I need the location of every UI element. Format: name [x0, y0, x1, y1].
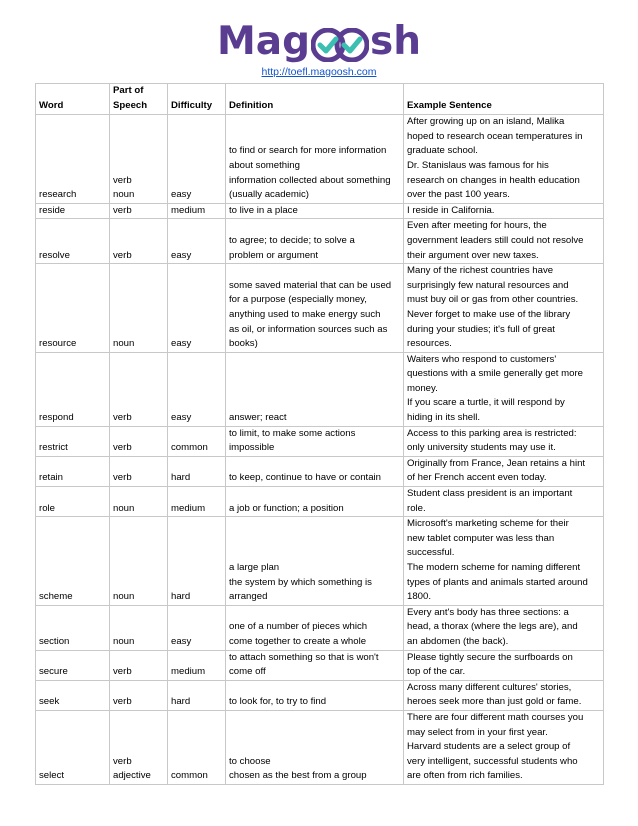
cell-definition [226, 487, 404, 517]
cell-word: role [36, 487, 110, 517]
cell-difficulty: easy [168, 352, 226, 426]
cell-definition [226, 710, 404, 784]
cell-example-line: over the past 100 years. [407, 189, 510, 201]
cell-definition-line: to attach something so that is won't [229, 651, 379, 663]
cell-example-line: money. [407, 382, 438, 394]
cell-part-of-speech-line: verb [113, 666, 132, 678]
cell-example-line: Many of the richest countries have [407, 265, 554, 277]
cell-example [404, 710, 604, 784]
logo-text-right: sh [370, 19, 422, 64]
cell-example-line: new tablet computer was less than [407, 532, 555, 544]
cell-part-of-speech-line: noun [113, 189, 135, 201]
cell-example-line: research on changes in health education [407, 174, 580, 186]
cell-example [404, 456, 604, 486]
cell-example [404, 517, 604, 606]
cell-example-line: may select from in your first year. [407, 726, 548, 738]
table-row [36, 517, 604, 606]
cell-example [404, 680, 604, 710]
cell-example-line: government leaders still could not resolve [407, 234, 584, 246]
cell-example-line: Never forget to make use of the library [407, 308, 571, 320]
cell-example-line: If you scare a turtle, it will respond by [407, 397, 565, 409]
cell-definition-line: answer; react [229, 412, 287, 424]
cell-definition [226, 115, 404, 204]
cell-definition [226, 605, 404, 650]
cell-difficulty: common [168, 426, 226, 456]
table-row [36, 456, 604, 486]
cell-definition-line: to find or search for more information [229, 145, 387, 157]
cell-definition-line: to choose [229, 755, 271, 767]
table-row [36, 115, 604, 204]
cell-definition-line: to limit, to make some actions [229, 427, 356, 439]
cell-part-of-speech [110, 115, 168, 204]
double-check-logo-icon [311, 28, 369, 62]
site-link[interactable]: http://toefl.magoosh.com [261, 66, 377, 78]
cell-example-line: Every ant's body has three sections: a [407, 606, 569, 618]
cell-example-line: 1800. [407, 591, 432, 603]
table-row [36, 487, 604, 517]
cell-difficulty: common [168, 710, 226, 784]
cell-definition [226, 352, 404, 426]
cell-definition-line: as oil, or information sources such as [229, 323, 388, 335]
cell-definition [226, 650, 404, 680]
cell-example-line: heroes seek more than just gold or fame. [407, 696, 582, 708]
cell-example [404, 352, 604, 426]
cell-part-of-speech-line: verb [113, 442, 132, 454]
table-body [36, 115, 604, 785]
cell-example-line: during your studies; it's full of great [407, 323, 555, 335]
cell-example-line: Dr. Stanislaus was famous for his [407, 159, 549, 171]
header-example-sentence: Example Sentence [404, 84, 604, 115]
cell-example [404, 264, 604, 353]
cell-difficulty: medium [168, 203, 226, 219]
cell-part-of-speech-line: verb [113, 204, 132, 216]
cell-definition [226, 680, 404, 710]
header-pos-line: Part of [113, 85, 144, 96]
cell-definition-line: a job or function; a position [229, 502, 344, 514]
cell-difficulty: easy [168, 264, 226, 353]
cell-example-line: very intelligent, successful students who [407, 755, 578, 767]
magoosh-logo [0, 20, 638, 64]
cell-example-line: graduate school. [407, 145, 478, 157]
cell-definition-line: the system by which something is [229, 576, 372, 588]
cell-part-of-speech [110, 264, 168, 353]
cell-definition-line: to look for, to try to find [229, 696, 327, 708]
cell-part-of-speech-line: verb [113, 755, 132, 767]
cell-difficulty: easy [168, 605, 226, 650]
cell-word: section [36, 605, 110, 650]
cell-example-line: hiding in its shell. [407, 412, 481, 424]
cell-example [404, 219, 604, 264]
cell-definition-line: to live in a place [229, 204, 298, 216]
cell-part-of-speech-line: verb [113, 174, 132, 186]
cell-part-of-speech-line: noun [113, 635, 135, 647]
header-part-of-speech [110, 84, 168, 115]
cell-word: scheme [36, 517, 110, 606]
cell-definition-line: about something [229, 159, 300, 171]
cell-word: seek [36, 680, 110, 710]
cell-part-of-speech [110, 487, 168, 517]
cell-example-line: I reside in California. [407, 204, 495, 216]
cell-definition-line: some saved material that can be used [229, 279, 392, 291]
cell-word: reside [36, 203, 110, 219]
cell-difficulty: hard [168, 517, 226, 606]
cell-example-line: their argument over new taxes. [407, 249, 539, 261]
header-word: Word [36, 84, 110, 115]
cell-example-line: of her French accent even today. [407, 472, 547, 484]
cell-definition [226, 264, 404, 353]
cell-word: resolve [36, 219, 110, 264]
cell-definition [226, 456, 404, 486]
cell-example-line: only university students may use it. [407, 442, 556, 454]
cell-example [404, 203, 604, 219]
cell-part-of-speech [110, 352, 168, 426]
cell-part-of-speech [110, 456, 168, 486]
cell-part-of-speech [110, 219, 168, 264]
cell-difficulty: medium [168, 487, 226, 517]
table-row [36, 352, 604, 426]
table-row [36, 680, 604, 710]
table-row [36, 264, 604, 353]
cell-definition-line: come together to create a whole [229, 635, 367, 647]
cell-part-of-speech-line: noun [113, 502, 135, 514]
cell-definition [226, 426, 404, 456]
cell-part-of-speech [110, 680, 168, 710]
cell-example [404, 426, 604, 456]
cell-example-line: Waiters who respond to customers' [407, 353, 557, 365]
cell-definition-line: to agree; to decide; to solve a [229, 234, 355, 246]
cell-example-line: Student class president is an important [407, 488, 573, 500]
cell-part-of-speech-line: verb [113, 472, 132, 484]
cell-word: respond [36, 352, 110, 426]
cell-part-of-speech-line: verb [113, 412, 132, 424]
cell-part-of-speech-line: noun [113, 338, 135, 350]
table-row [36, 219, 604, 264]
table-row [36, 203, 604, 219]
table-row [36, 605, 604, 650]
cell-definition-line: one of a number of pieces which [229, 621, 368, 633]
cell-example-line: After growing up on an island, Malika [407, 116, 565, 128]
cell-part-of-speech-line: verb [113, 696, 132, 708]
cell-word: select [36, 710, 110, 784]
cell-example-line: an abdomen (the back). [407, 635, 509, 647]
cell-example [404, 605, 604, 650]
cell-word: retain [36, 456, 110, 486]
logo-text-left: Mag [216, 19, 311, 64]
cell-word: resource [36, 264, 110, 353]
cell-example [404, 115, 604, 204]
cell-definition-line: a large plan [229, 562, 280, 573]
cell-word: restrict [36, 426, 110, 456]
cell-difficulty: hard [168, 456, 226, 486]
cell-part-of-speech [110, 426, 168, 456]
cell-example-line: Access to this parking area is restricted: [407, 427, 577, 439]
cell-difficulty: medium [168, 650, 226, 680]
cell-definition-line: books) [229, 338, 258, 350]
cell-example-line: Harvard students are a select group of [407, 741, 571, 753]
cell-part-of-speech [110, 605, 168, 650]
cell-definition [226, 517, 404, 606]
cell-example-line: successful. [407, 547, 455, 559]
cell-definition [226, 219, 404, 264]
cell-definition-line: impossible [229, 442, 275, 454]
cell-part-of-speech [110, 203, 168, 219]
cell-part-of-speech [110, 517, 168, 606]
cell-example-line: head, a thorax (where the legs are), and [407, 621, 578, 633]
table-header-row [36, 84, 604, 115]
cell-example [404, 487, 604, 517]
cell-example-line: Across many different cultures' stories, [407, 681, 572, 693]
cell-example-line: types of plants and animals started around [407, 576, 588, 588]
cell-definition-line: chosen as the best from a group [229, 770, 367, 782]
cell-example-line: There are four different math courses you [407, 711, 584, 723]
cell-example-line: are often from rich families. [407, 770, 523, 782]
header-definition: Definition [226, 84, 404, 115]
header-difficulty: Difficulty [168, 84, 226, 115]
table-row [36, 710, 604, 784]
cell-definition-line: (usually academic) [229, 189, 309, 201]
cell-example-line: questions with a smile generally get more [407, 368, 583, 380]
cell-part-of-speech-line: verb [113, 249, 132, 261]
cell-example-line: Microsoft's marketing scheme for their [407, 518, 569, 530]
cell-part-of-speech [110, 710, 168, 784]
cell-difficulty: easy [168, 219, 226, 264]
cell-example-line: top of the car. [407, 666, 466, 678]
cell-definition-line: arranged [229, 591, 268, 603]
table-row [36, 426, 604, 456]
cell-definition-line: problem or argument [229, 249, 319, 261]
cell-definition-line: come off [229, 666, 266, 678]
cell-difficulty: easy [168, 115, 226, 204]
cell-example-line: surprisingly few natural resources and [407, 279, 569, 291]
cell-example-line: Please tightly secure the surfboards on [407, 651, 573, 663]
cell-word: research [36, 115, 110, 204]
table-row [36, 650, 604, 680]
cell-part-of-speech-line: noun [113, 591, 135, 603]
cell-word: secure [36, 650, 110, 680]
cell-example-line: role. [407, 502, 426, 514]
cell-example-line: hoped to research ocean temperatures in [407, 130, 583, 142]
cell-example [404, 650, 604, 680]
cell-definition [226, 203, 404, 219]
cell-definition-line: to keep, continue to have or contain [229, 472, 382, 484]
cell-difficulty: hard [168, 680, 226, 710]
header-pos-line: Speech [113, 99, 148, 111]
cell-definition-line: for a purpose (especially money, [229, 294, 367, 306]
cell-example-line: must buy oil or gas from other countries. [407, 294, 579, 306]
cell-example-line: Originally from France, Jean retains a hint [407, 457, 586, 469]
cell-part-of-speech [110, 650, 168, 680]
cell-definition-line: information collected about something [229, 174, 391, 186]
cell-example-line: resources. [407, 338, 452, 350]
cell-part-of-speech-line: adjective [113, 770, 151, 782]
vocabulary-table [35, 83, 604, 785]
cell-example-line: Even after meeting for hours, the [407, 220, 547, 232]
cell-definition-line: anything used to make energy such [229, 308, 381, 320]
cell-example-line: The modern scheme for naming different [407, 562, 581, 573]
